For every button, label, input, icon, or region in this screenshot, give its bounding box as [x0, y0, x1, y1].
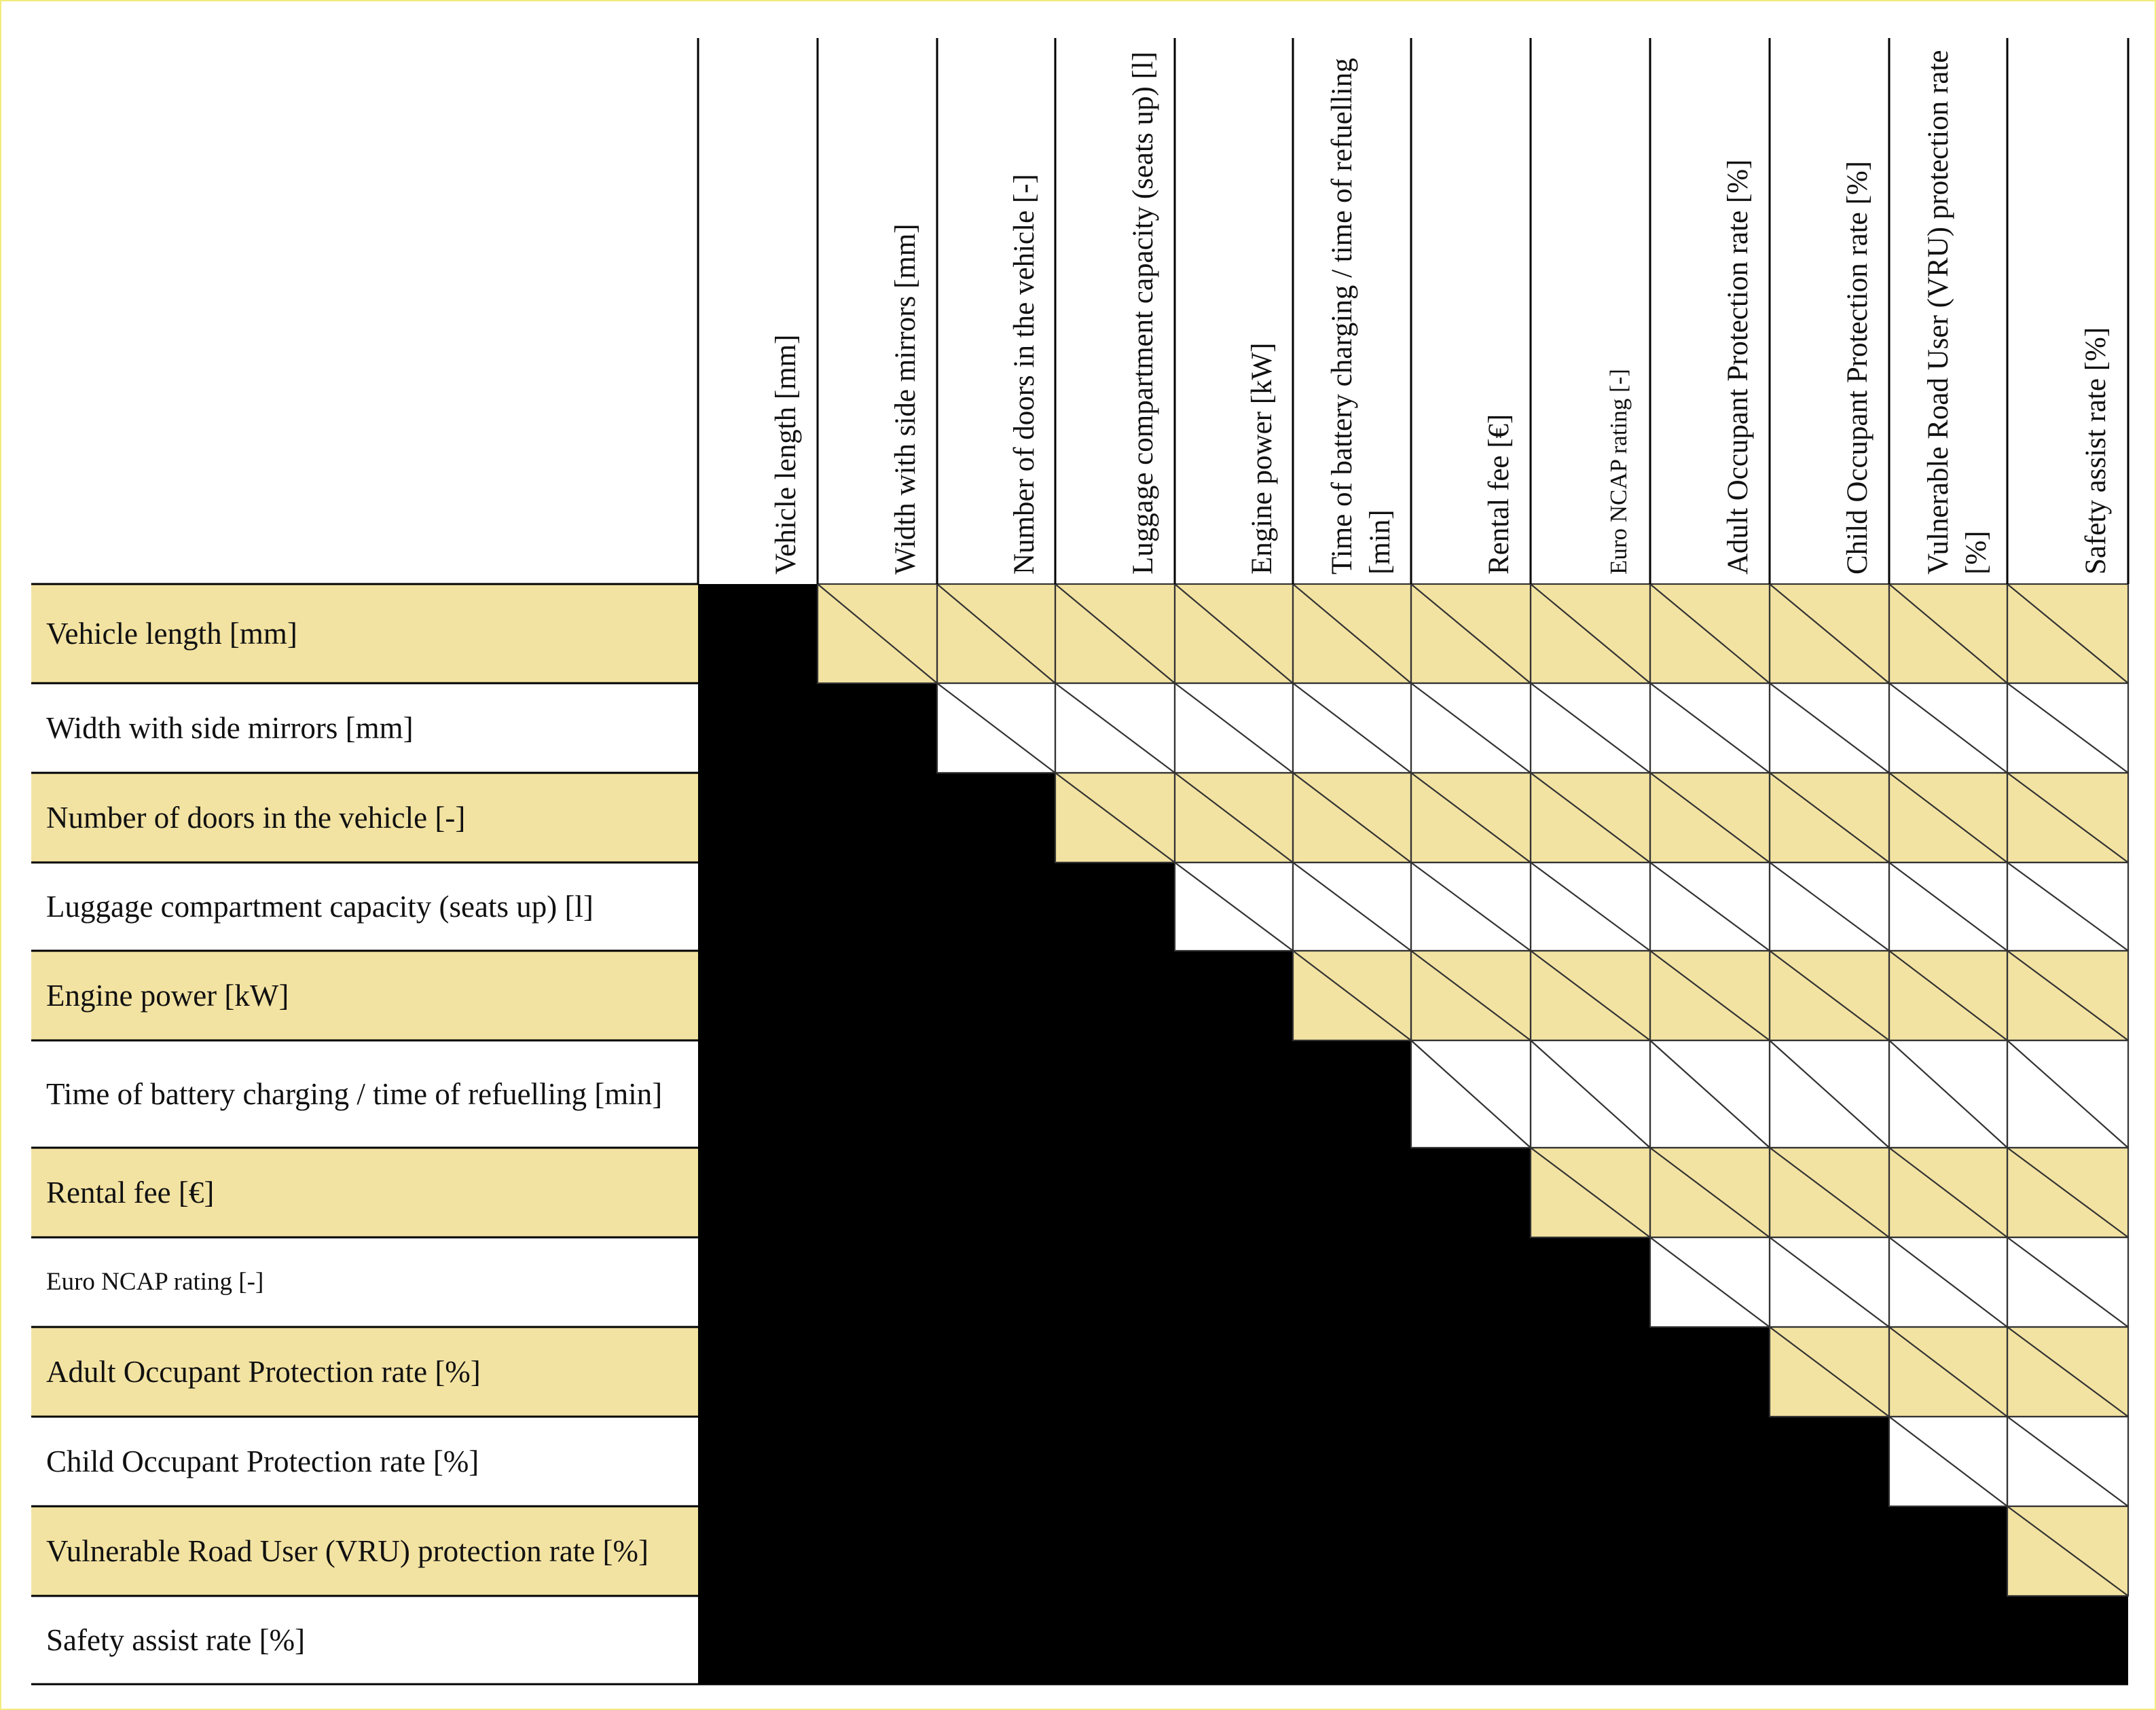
column-label-text: Number of doors in the vehicle [-] — [1008, 174, 1040, 575]
cell-diagonal — [1770, 683, 1889, 773]
cell-diagonal — [1531, 862, 1650, 951]
column-label — [949, 45, 1044, 575]
column-label-text: Width with side mirrors [mm] — [890, 223, 921, 575]
cell-diagonal — [1411, 862, 1531, 951]
blocked-cells — [698, 1596, 2128, 1684]
blocked-cells — [698, 951, 1293, 1040]
column-label — [1423, 45, 1518, 575]
cell-diagonal — [1531, 683, 1650, 773]
column-header — [2007, 38, 2128, 581]
column-label-text: Luggage compartment capacity (seats up) [l] — [1127, 51, 1159, 575]
row-label: Width with side mirrors [mm] — [46, 711, 414, 745]
cell-diagonal — [2007, 862, 2128, 951]
column-label-text: Time of battery charging / time of refuelling [min] — [1326, 58, 1396, 575]
cell-diagonal — [1650, 862, 1770, 951]
blocked-cells — [698, 683, 937, 773]
cell-diagonal — [1531, 1040, 1650, 1148]
blocked-cells — [698, 584, 818, 683]
cell-diagonal — [1293, 683, 1411, 773]
row-label: Luggage compartment capacity (seats up) [l] — [46, 890, 593, 924]
cell-diagonal — [1770, 1040, 1889, 1148]
cell-diagonal — [1770, 1237, 1889, 1327]
row-label: Adult Occupant Protection rate [%] — [46, 1355, 481, 1389]
cell-diagonal — [1175, 862, 1293, 951]
row-label: Vehicle length [mm] — [46, 617, 297, 651]
cell-diagonal — [2007, 1417, 2128, 1506]
blocked-cells — [698, 1237, 1650, 1327]
row-label: Vulnerable Road User (VRU) protection rate [%] — [46, 1534, 648, 1568]
cell-diagonal — [1889, 683, 2007, 773]
blocked-cells — [698, 1040, 1411, 1148]
column-header — [937, 38, 1055, 581]
column-label-text: Euro NCAP rating [-] — [1605, 369, 1632, 575]
cell-diagonal — [1770, 862, 1889, 951]
column-label-text: Vulnerable Road User (VRU) protection rate [%] — [1922, 50, 1992, 575]
cell-diagonal — [1650, 1040, 1770, 1148]
column-label — [2020, 45, 2115, 575]
row-label: Child Occupant Protection rate [%] — [46, 1444, 479, 1478]
cell-diagonal — [2007, 683, 2128, 773]
cell-diagonal — [937, 683, 1055, 773]
column-label — [1186, 45, 1281, 575]
row-label: Number of doors in the vehicle [-] — [46, 801, 466, 835]
blocked-cells — [698, 1417, 1889, 1506]
cell-diagonal — [1411, 683, 1531, 773]
column-label — [1662, 45, 1757, 575]
row-label: Rental fee [€] — [46, 1176, 215, 1209]
column-header — [1889, 38, 2007, 581]
row-label: Engine power [kW] — [46, 979, 289, 1013]
column-label — [1901, 45, 1996, 575]
column-header — [1770, 38, 1889, 581]
blocked-cells — [698, 1506, 2007, 1596]
cell-diagonal — [2007, 1040, 2128, 1148]
column-label-text: Rental fee [€] — [1483, 414, 1515, 575]
column-header — [1175, 38, 1293, 581]
column-label-text: Child Occupant Protection rate [%] — [1842, 161, 1874, 575]
cell-diagonal — [1175, 683, 1293, 773]
row-label: Time of battery charging / time of refuelling [min] — [46, 1077, 663, 1111]
column-header — [698, 38, 818, 581]
column-label — [830, 45, 925, 575]
column-label — [1304, 45, 1400, 575]
column-header — [1650, 38, 1770, 581]
row-label: Euro NCAP rating [-] — [46, 1268, 264, 1296]
column-label — [710, 45, 805, 575]
column-label-text: Vehicle length [mm] — [770, 334, 802, 575]
cell-diagonal — [1889, 1237, 2007, 1327]
column-header — [1411, 38, 1531, 581]
blocked-cells — [698, 1327, 1770, 1417]
cell-diagonal — [1055, 683, 1175, 773]
blocked-cells — [698, 773, 1055, 862]
column-header — [818, 38, 937, 581]
cell-diagonal — [1889, 1040, 2007, 1148]
column-label-text: Safety assist rate [%] — [2080, 327, 2112, 575]
cell-diagonal — [1650, 683, 1770, 773]
cell-diagonal — [1293, 862, 1411, 951]
cell-diagonal — [1889, 862, 2007, 951]
column-header — [1293, 38, 1411, 581]
column-label — [1543, 45, 1638, 575]
blocked-cells — [698, 1148, 1531, 1237]
column-header — [1531, 38, 1650, 581]
column-label-text: Adult Occupant Protection rate [%] — [1722, 159, 1754, 575]
column-label-text: Engine power [kW] — [1246, 342, 1278, 575]
column-label — [1067, 45, 1163, 575]
cell-diagonal — [2007, 1237, 2128, 1327]
cell-diagonal — [1411, 1040, 1531, 1148]
row-label: Safety assist rate [%] — [46, 1623, 306, 1657]
cell-diagonal — [1650, 1237, 1770, 1327]
column-header — [1055, 38, 1175, 581]
cell-diagonal — [1889, 1417, 2007, 1506]
blocked-cells — [698, 862, 1175, 951]
column-label — [1782, 45, 1877, 575]
